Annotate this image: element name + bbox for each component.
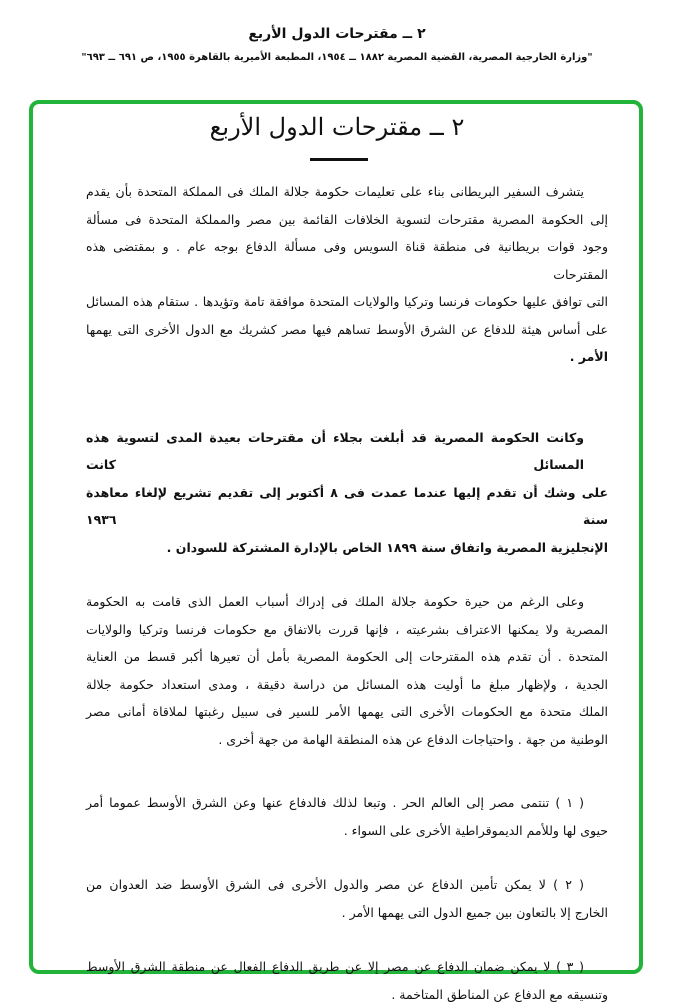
document-body bbox=[86, 178, 608, 1008]
text-line: على أساس هيئة للدفاع عن الشرق الأوسط تساهم فيها مصر كشريك مع الدول الأخرى التى يهمها bbox=[86, 316, 608, 344]
text-line: المتحدة . أن تقدم هذه المقترحات إلى الحكومة المصرية بأمل أن تعيرها أكبر قسط من العناية bbox=[86, 643, 608, 671]
point-3 bbox=[86, 953, 608, 1008]
text-line: وعلى الرغم من حيرة حكومة جلالة الملك فى إدراك أسباب العمل الذى قامت به الحكومة bbox=[86, 588, 608, 616]
title-underline bbox=[310, 158, 368, 161]
text-line: المصرية ولا يمكنها الاعتراف بشرعيته ، فإنها قررت بالاتفاق مع حكومات فرنسا وتركيا والولايات bbox=[86, 616, 608, 644]
text-line: الملك متحدة مع الحكومات الأخرى التى يهمها الأمر للسير فى سبيل رغبتها لملاقاة أمانى مصر bbox=[86, 698, 608, 726]
text-line: ( ١ ) تنتمى مصر إلى العالم الحر . وتبعا لذلك فالدفاع عنها وعن الشرق الأوسط عموما أمر bbox=[86, 789, 608, 817]
text-line: الإنجليزية المصرية واتفاق سنة ١٨٩٩ الخاص بالإدارة المشتركة للسودان . bbox=[86, 534, 608, 562]
document-title: ٢ ــ مقترحات الدول الأربع bbox=[0, 113, 674, 141]
text-line: حيوى لها وللأمم الديموقراطية الأخرى على السواء . bbox=[86, 817, 608, 845]
text-line: ( ٢ ) لا يمكن تأمين الدفاع عن مصر والدول الأخرى فى الشرق الأوسط ضد العدوان من bbox=[86, 871, 608, 899]
text-line: وتنسيقه مع الدفاع عن المناطق المتاخمة . bbox=[86, 981, 608, 1008]
text-line: التى توافق عليها حكومات فرنسا وتركيا والولايات المتحدة موافقة تامة وتؤيدها . ستقام هذه المسائل bbox=[86, 288, 608, 316]
paragraph-1 bbox=[86, 178, 608, 371]
text-line: وجود قوات بريطانية فى منطقة قناة السويس وفى مسألة الدفاع بوجه عام . و بمقتضى هذه المقترحات bbox=[86, 233, 608, 288]
text-line: وكانت الحكومة المصرية قد أبلغت بجلاء أن مقترحات بعيدة المدى لتسوية هذه المسائل كانت bbox=[86, 424, 608, 479]
text-line: ( ٣ ) لا يمكن ضمان الدفاع عن مصر إلا عن طريق الدفاع الفعال عن منطقة الشرق الأوسط bbox=[86, 953, 608, 981]
text-line: الجدية ، ولإظهار مبلغ ما أوليت هذه المسائل من دراسة دقيقة ، ومدى استعداد حكومة جلالة bbox=[86, 671, 608, 699]
point-2 bbox=[86, 871, 608, 926]
text-line: الأمر . bbox=[86, 343, 608, 371]
paragraph-3 bbox=[86, 588, 608, 753]
point-1 bbox=[86, 789, 608, 844]
text-line: إلى الحكومة المصرية مقترحات لتسوية الخلافات القائمة بين مصر والمملكة المتحدة فى مسألة bbox=[86, 206, 608, 234]
text-line: الوطنية من جهة . واحتياجات الدفاع عن هذه المنطقة الهامة من جهة أخرى . bbox=[86, 726, 608, 754]
paragraph-2 bbox=[86, 424, 608, 562]
text-line: على وشك أن تقدم إليها عندما عمدت فى ٨ أكتوبر إلى تقديم تشريع لإلغاء معاهدة سنة ١٩٣٦ bbox=[86, 479, 608, 534]
text-line: الخارج إلا بالتعاون بين جميع الدول التى يهمها الأمر . bbox=[86, 899, 608, 927]
source-citation: "وزارة الخارجية المصرية، القضية المصرية ١٨٨٢ ــ ١٩٥٤، المطبعة الأميرية بالقاهرة ١٩٥٥، ص ٦٩١ ــ ٦٩٣" bbox=[30, 52, 644, 63]
text-line: يتشرف السفير البريطانى بناء على تعليمات حكومة جلالة الملك فى المملكة المتحدة بأن يقدم bbox=[86, 178, 608, 206]
page-header-title: ٢ ــ مقترحات الدول الأربع bbox=[0, 26, 674, 42]
